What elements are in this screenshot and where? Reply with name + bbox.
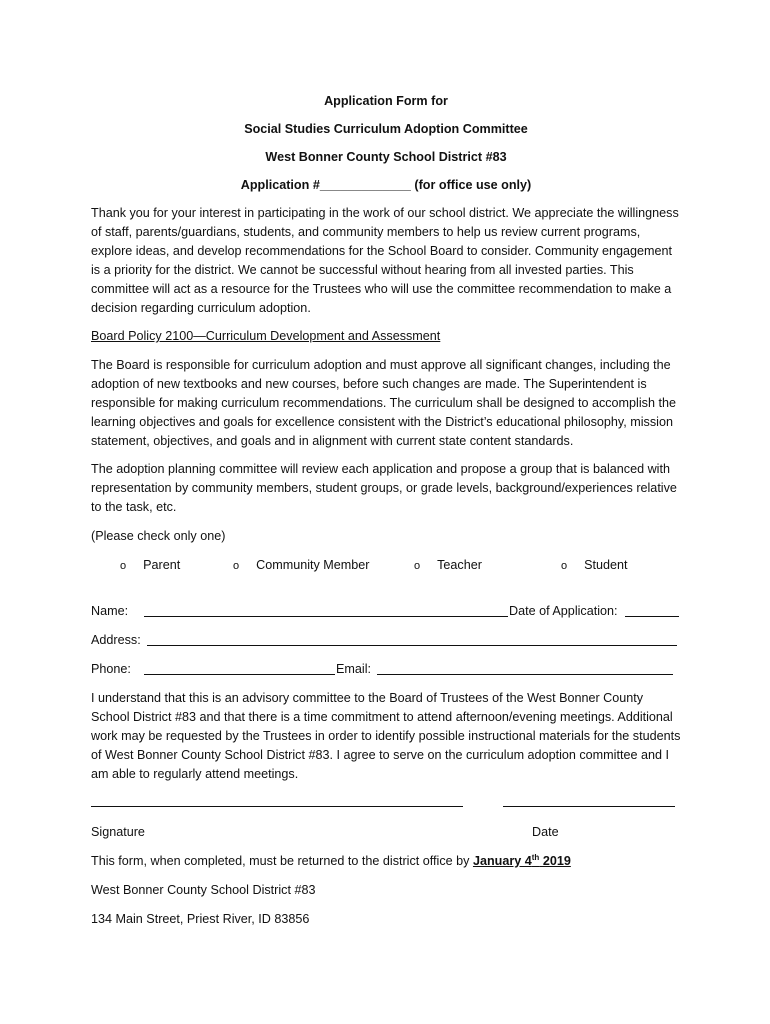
intro-paragraph: Thank you for your interest in participating in the work of our school district. We appreciate the willingness of staff, parents/guardians, students, and community members to help us review current programs, explore ideas, and develop recommendations for the School Board to consider. Community engagement is a priority for the district. We cannot be successful without hearing from all invested parties. This committee will act as a resource for the Trustees who will use the committee recommendation to make a decision regarding curriculum adoption.: [91, 206, 679, 315]
phone-email-row: [91, 660, 681, 679]
form-title-line3: West Bonner County School District #83: [265, 150, 507, 164]
agreement-paragraph: I understand that this is an advisory committee to the Board of Trustees of the West Bonner County School District #83 and that there is a time commitment to attend afternoon/evening meetings. Additional work may be requested by the Trustees in order to identify possible instructional materials for the students of West Bonner County School District #83. I agree to serve on the curriculum adoption committee and I am able to regularly attend meetings.: [91, 691, 681, 781]
date-of-application-field[interactable]: [625, 602, 679, 617]
policy-paragraph: The Board is responsible for curriculum adoption and must approve all significant changes, including the adoption of new textbooks and new courses, before such changes are made. The Superintendent is responsible for making curriculum recommendations. The curriculum shall be designed to accomplish the learning objectives and goals for excellence consistent with the District’s educational philosophy, mission statement, objectives, and goals and in alignment with current state content standards.: [91, 358, 676, 448]
phone-label: Phone:: [91, 662, 131, 676]
radio-circle-icon[interactable]: o: [120, 560, 127, 572]
check-instruction: (Please check only one): [91, 529, 226, 543]
policy-heading-text: Board Policy 2100—Curriculum Development and Assessment: [91, 329, 441, 343]
address-row: [91, 631, 681, 650]
date-label: Date: [532, 825, 559, 839]
form-title-line2: Social Studies Curriculum Adoption Committee: [244, 122, 528, 136]
footer-district: West Bonner County School District #83: [91, 883, 316, 897]
policy-heading: [91, 327, 681, 346]
radio-circle-icon[interactable]: o: [233, 560, 240, 572]
radio-circle-icon[interactable]: o: [561, 560, 568, 572]
option-label: Student: [584, 558, 628, 572]
option-teacher[interactable]: [414, 556, 482, 576]
address-label: Address:: [91, 633, 141, 647]
email-field[interactable]: [377, 660, 673, 675]
application-number-line: [91, 176, 681, 195]
address-field[interactable]: [147, 631, 677, 646]
committee-paragraph: The adoption planning committee will review each application and propose a group that is balanced with representation by community members, student groups, or grade levels, background/experiences relative to the task, etc.: [91, 462, 677, 514]
return-instruction: [91, 852, 681, 871]
option-student[interactable]: [561, 556, 628, 576]
footer-address: 134 Main Street, Priest River, ID 83856: [91, 912, 310, 926]
return-deadline: January 4th 2019: [472, 852, 571, 868]
option-parent[interactable]: [120, 556, 180, 576]
signature-line[interactable]: [91, 805, 463, 807]
phone-field[interactable]: [144, 660, 335, 675]
option-label: Teacher: [437, 558, 482, 572]
email-label: Email:: [336, 662, 371, 676]
date-of-application-label: Date of Application:: [509, 604, 618, 618]
signature-labels: [91, 823, 681, 842]
option-label: Parent: [143, 558, 181, 572]
application-number-label: Application #: [240, 178, 320, 192]
return-text: This form, when completed, must be returned to the district office by: [91, 854, 473, 868]
option-community-member[interactable]: [233, 556, 370, 576]
name-label: Name:: [91, 604, 129, 618]
role-options: [91, 556, 681, 576]
date-line[interactable]: [503, 805, 675, 807]
application-number-blank[interactable]: _____________: [319, 178, 411, 192]
option-label: Community Member: [256, 558, 370, 572]
office-use-note: (for office use only): [410, 178, 532, 192]
form-title-line1: Application Form for: [324, 94, 448, 108]
name-row: [91, 602, 681, 621]
radio-circle-icon[interactable]: o: [414, 560, 421, 572]
signature-label: Signature: [91, 825, 145, 839]
name-field[interactable]: [144, 602, 508, 617]
